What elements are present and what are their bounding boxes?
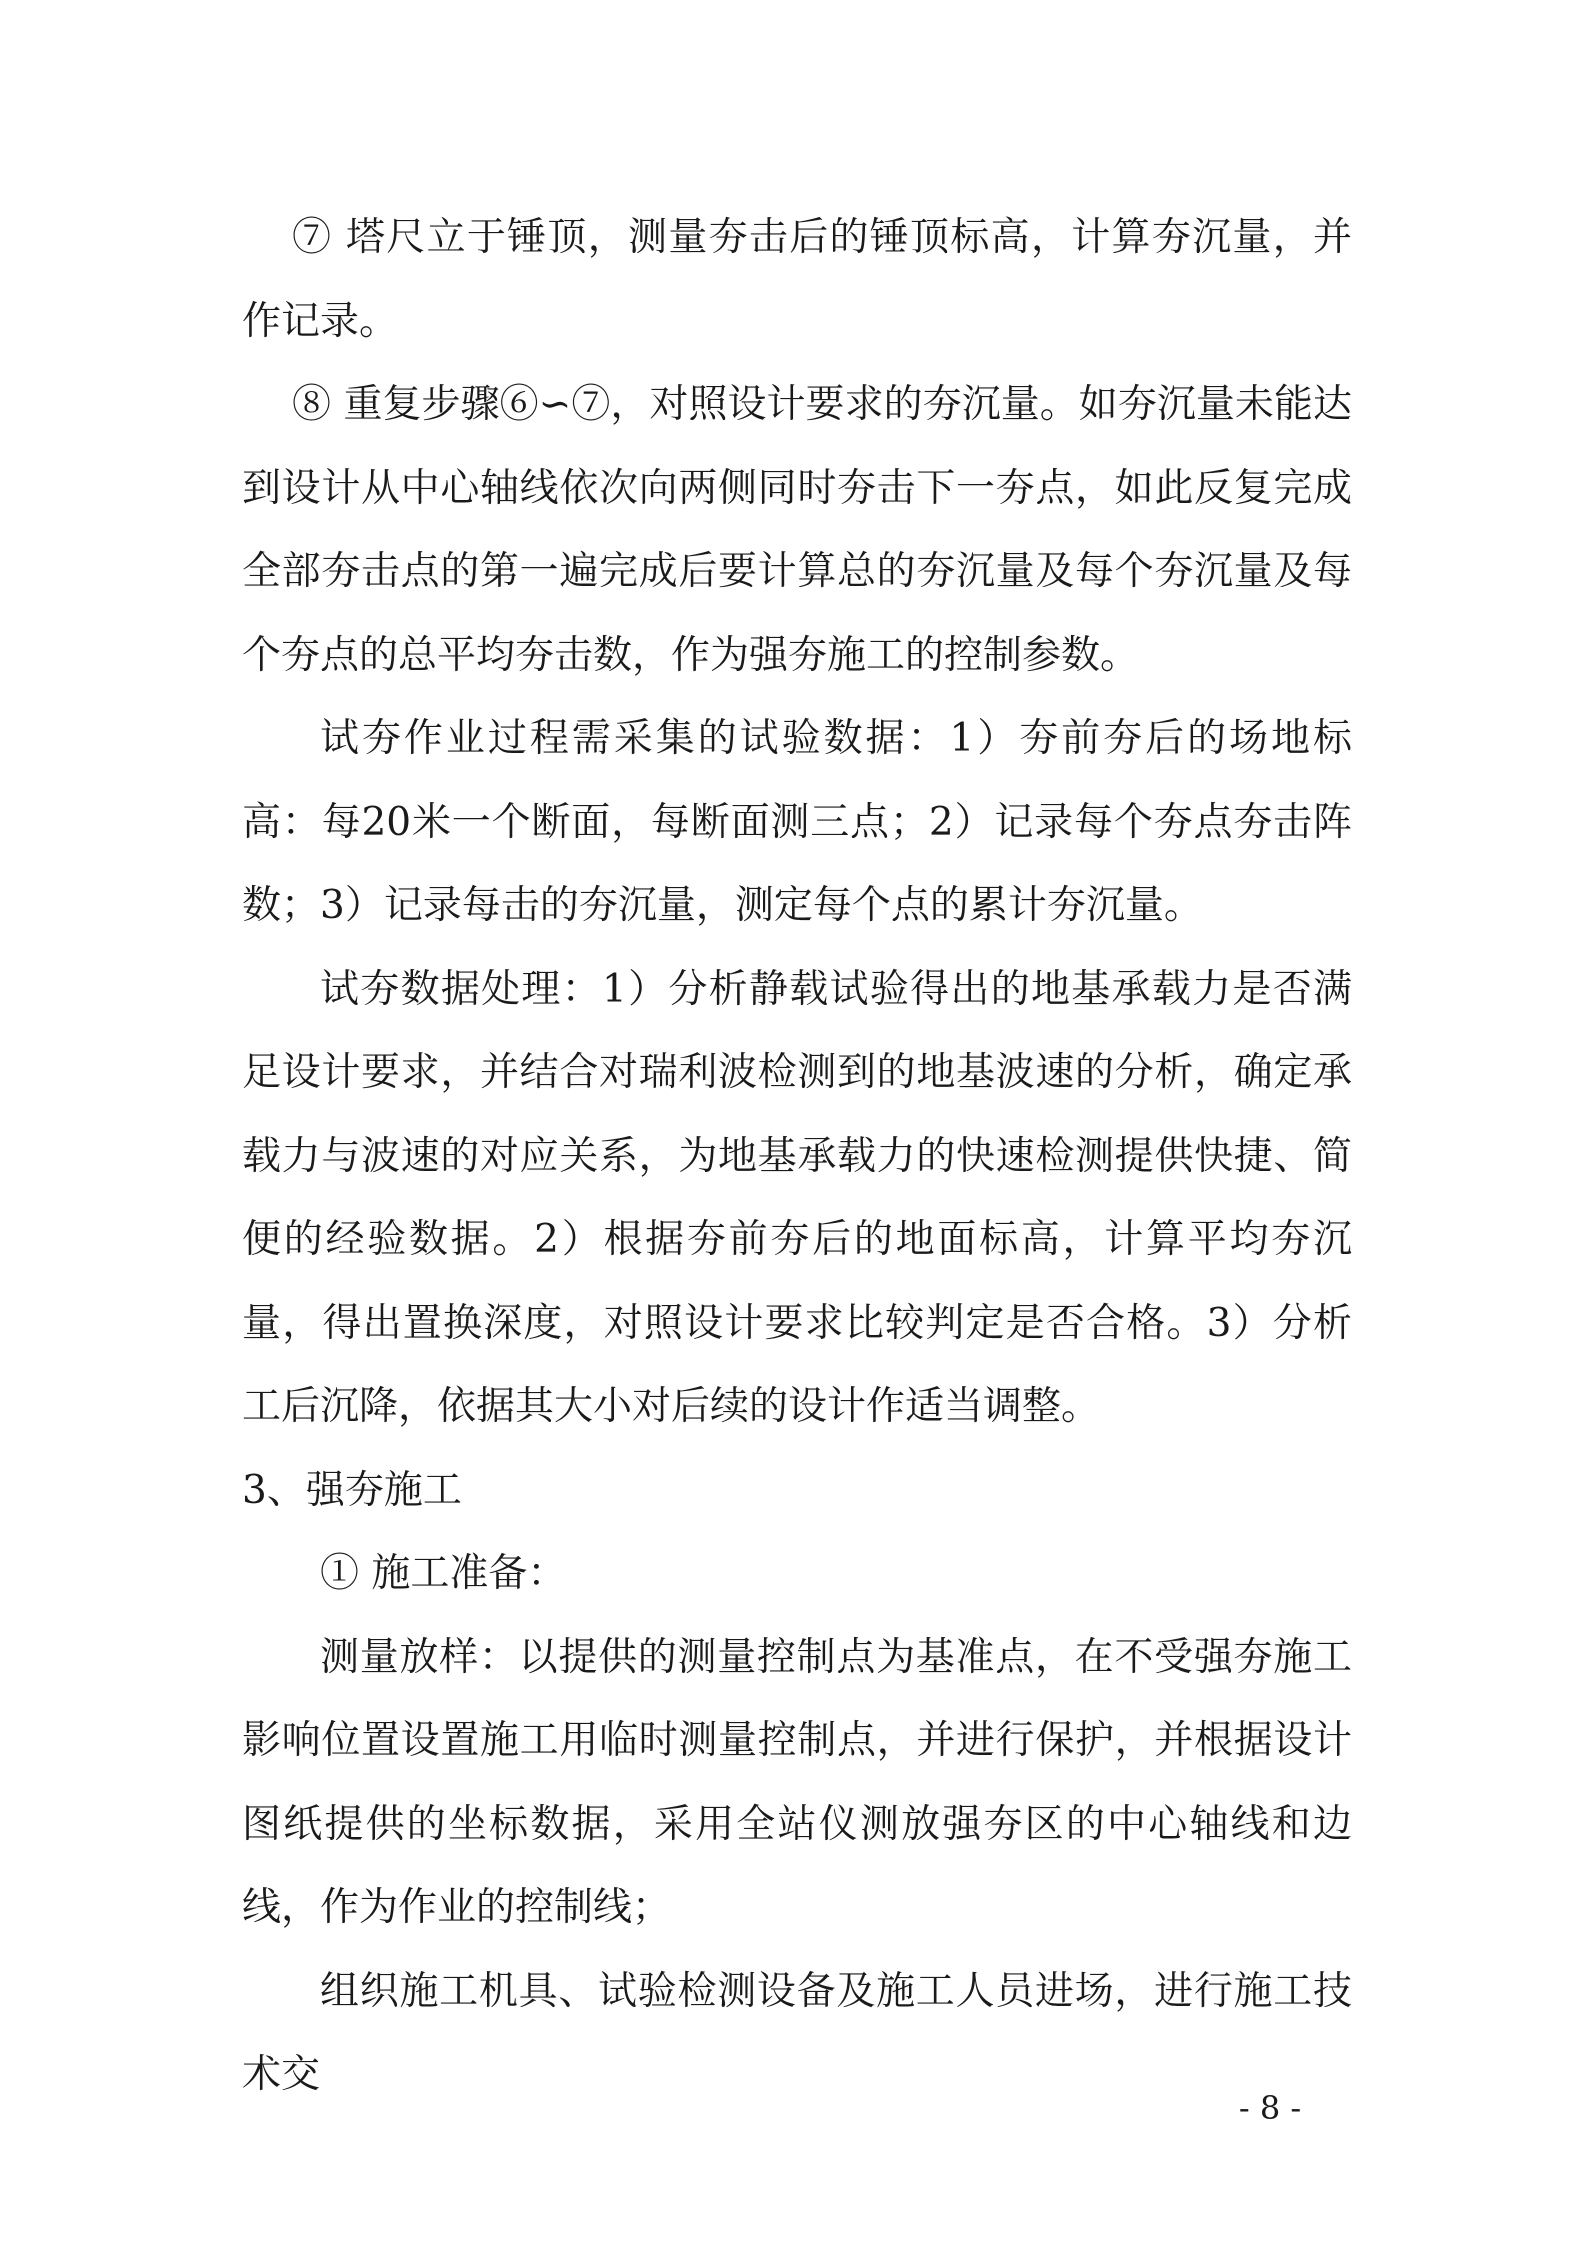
- page-body: [242, 196, 1352, 2117]
- page-number: - 8 -: [1238, 2089, 1302, 2127]
- paragraph-survey-layout: 测量放样：以提供的测量控制点为基准点，在不受强夯施工影响位置设置施工用临时测量控制点，并进行保护，并根据设计图纸提供的坐标数据，采用全站仪测放强夯区的中心轴线和边线，作为作业的控制线；: [242, 1634, 1352, 1930]
- paragraph-step-7: ⑦ 塔尺立于锤顶，测量夯击后的锤顶标高，计算夯沉量，并作记录。: [242, 215, 1352, 344]
- section-heading-dynamic-compaction: 3、强夯施工: [242, 1467, 462, 1513]
- paragraph-step-8: ⑧ 重复步骤⑥∽⑦，对照设计要求的夯沉量。如夯沉量未能达到设计从中心轴线依次向两侧同时夯击下一夯点，如此反复完成全部夯击点的第一遍完成后要计算总的夯沉量及每个夯沉量及每个夯点的总平均夯击数，作为强夯施工的控制参数。: [242, 382, 1352, 678]
- paragraph-trial-data-processing: 试夯数据处理：1）分析静载试验得出的地基承载力是否满足设计要求，并结合对瑞利波检测到的地基波速的分析，确定承载力与波速的对应关系，为地基承载力的快速检测提供快捷、简便的经验数据。2）根据夯前夯后的地面标高，计算平均夯沉量，得出置换深度，对照设计要求比较判定是否合格。3）分析工后沉降，依据其大小对后续的设计作适当调整。: [242, 966, 1352, 1429]
- paragraph-organize-equipment: 组织施工机具、试验检测设备及施工人员进场，进行施工技术交: [242, 1968, 1352, 2097]
- paragraph-trial-data-collection: 试夯作业过程需采集的试验数据：1）夯前夯后的场地标高：每20米一个断面，每断面测三点；2）记录每个夯点夯击阵数；3）记录每击的夯沉量，测定每个点的累计夯沉量。: [242, 716, 1352, 928]
- subheading-preparation: ① 施工准备：: [320, 1551, 567, 1596]
